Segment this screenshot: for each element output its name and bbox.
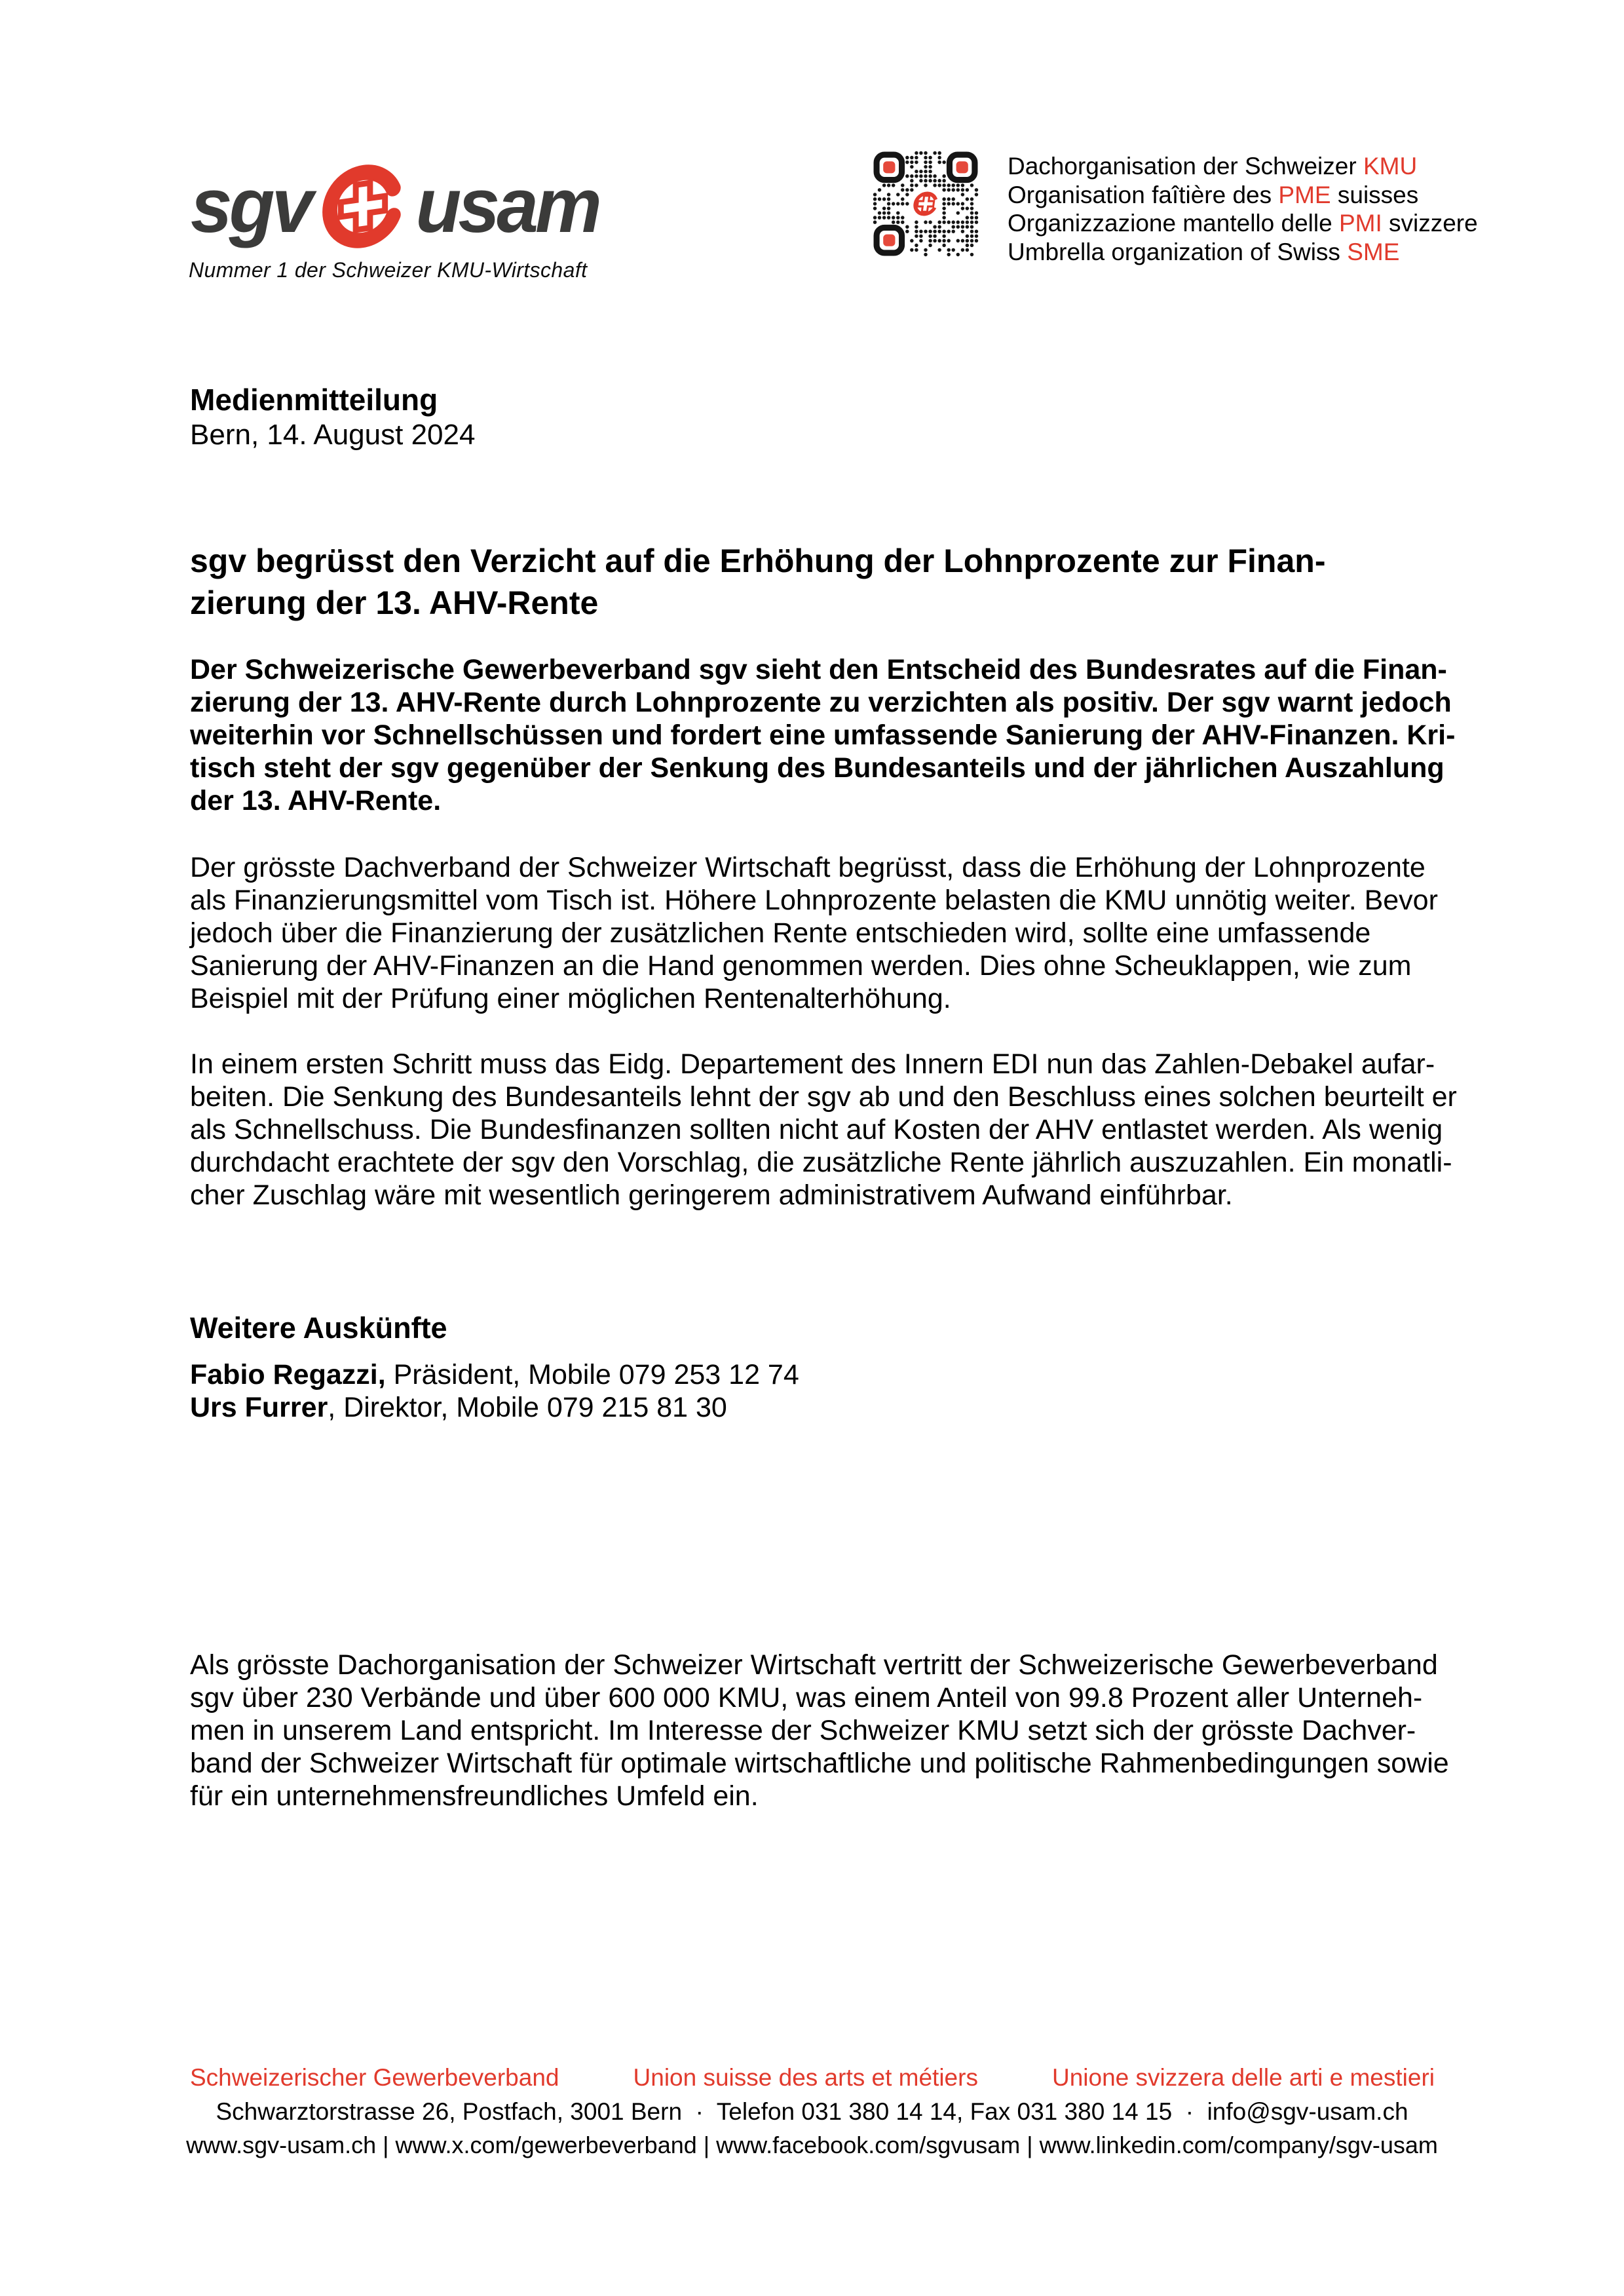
footer-org-fr: Union suisse des arts et métiers [633, 2064, 978, 2091]
text-line: für ein unternehmensfreundliches Umfeld ein. [190, 1780, 759, 1812]
logo-text-sgv: sgv [190, 163, 311, 249]
org-line-accent: SME [1347, 238, 1400, 265]
contact-name: Urs Furrer [190, 1392, 328, 1423]
text-line: der 13. AHV-Rente. [190, 785, 442, 816]
contact-line [190, 1391, 799, 1424]
org-line-accent: PMI [1338, 210, 1382, 237]
title-line: sgv begrüsst den Verzicht auf die Erhöhung der Lohnprozente zur Finan- [190, 543, 1326, 579]
org-line-text: Umbrella organization of Swiss [1008, 238, 1348, 265]
header-right [873, 151, 1478, 266]
page-title [190, 540, 1325, 624]
qr-code-icon [873, 151, 979, 257]
title-line: zierung der 13. AHV-Rente [190, 584, 599, 621]
contacts-block [190, 1358, 799, 1424]
boilerplate-paragraph [190, 1649, 1449, 1812]
logo-text-usam: usam [415, 163, 599, 249]
contact-name: Fabio Regazzi, [190, 1359, 386, 1390]
org-line-text: Dachorganisation der Schweizer [1008, 153, 1363, 180]
meta-block [190, 383, 475, 452]
footer-address: Schwarztorstrasse 26, Postfach, 3001 Bern · Telefon 031 380 14 14, Fax 031 380 14 15 · info@sgv-usam.ch [216, 2098, 1408, 2125]
logo-row [189, 156, 602, 256]
org-line-text: svizzere [1382, 210, 1478, 237]
text-line: als Schnellschuss. Die Bundesfinanzen sollten nicht auf Kosten der AHV entlastet werden. Als wenig [190, 1114, 1443, 1145]
org-descriptions [1008, 151, 1478, 266]
footer-org-it: Unione svizzera delle arti e mestieri [1051, 2064, 1435, 2091]
footer-org-de: Schweizerischer Gewerbeverband [190, 2064, 559, 2091]
text-line: jedoch über die Finanzierung der zusätzlichen Rente entschieden wird, sollte eine umfassende [190, 917, 1371, 949]
contact-details: , Direktor, Mobile 079 215 81 30 [328, 1392, 727, 1423]
text-line: Als grösste Dachorganisation der Schweizer Wirtschaft vertritt der Schweizerische Gewerbeverband [190, 1649, 1438, 1681]
org-line-fr [1008, 181, 1478, 210]
text-line: Sanierung der AHV-Finanzen an die Hand genommen werden. Dies ohne Scheuklappen, wie zum [190, 950, 1412, 982]
logo [189, 156, 602, 282]
org-line-accent: KMU [1363, 153, 1418, 180]
org-line-text: Organizzazione mantello delle [1008, 210, 1339, 237]
org-line-accent: PME [1278, 181, 1331, 208]
text-line: sgv über 230 Verbände und über 600 000 KMU, was einem Anteil von 99.8 Prozent aller Unterneh- [190, 1682, 1423, 1713]
text-line: zierung der 13. AHV-Rente durch Lohnprozente zu verzichten als positiv. Der sgv warnt jedoch [190, 687, 1452, 718]
swiss-cross-at-icon [313, 157, 411, 255]
org-line-it [1008, 209, 1478, 238]
org-line-text: Organisation faîtière des [1008, 181, 1279, 208]
doc-type-label: Medienmitteilung [190, 383, 438, 417]
body-paragraph-2 [190, 1048, 1457, 1212]
text-line: als Finanzierungsmittel vom Tisch ist. Höhere Lohnprozente belasten die KMU unnötig weiter. Bevor [190, 885, 1438, 916]
org-line-en [1008, 238, 1478, 267]
footer-links: www.sgv-usam.ch | www.x.com/gewerbeverband | www.facebook.com/sgvusam | www.linkedin.com/company/sgv-usam [186, 2132, 1438, 2158]
text-line: weiterhin vor Schnellschüssen und fordert eine umfassende Sanierung der AHV-Finanzen. Kri- [190, 719, 1456, 751]
org-line-de [1008, 152, 1478, 181]
text-line: Beispiel mit der Prüfung einer möglichen Rentenalterhöhung. [190, 983, 951, 1014]
dateline: Bern, 14. August 2024 [190, 419, 476, 451]
text-line: tisch steht der sgv gegenüber der Senkung des Bundesanteils und der jährlichen Auszahlung [190, 752, 1445, 784]
text-line: Der grösste Dachverband der Schweizer Wirtschaft begrüsst, dass die Erhöhung der Lohnprozente [190, 852, 1426, 883]
text-line: band der Schweizer Wirtschaft für optimale wirtschaftliche und politische Rahmenbedingungen sowie [190, 1748, 1449, 1779]
footer-org-names [190, 2064, 1435, 2092]
text-line: In einem ersten Schritt muss das Eidg. Departement des Innern EDI nun das Zahlen-Debakel aufar- [190, 1048, 1435, 1080]
lead-paragraph [190, 653, 1455, 817]
text-line: cher Zuschlag wäre mit wesentlich geringerem administrativem Aufwand einführbar. [190, 1179, 1233, 1211]
contact-details: Präsident, Mobile 079 253 12 74 [385, 1359, 799, 1390]
contact-line [190, 1358, 799, 1391]
org-line-text: suisses [1331, 181, 1419, 208]
contacts-heading: Weitere Auskünfte [190, 1311, 447, 1345]
logo-tagline: Nummer 1 der Schweizer KMU-Wirtschaft [189, 258, 588, 282]
body-paragraph-1 [190, 851, 1438, 1015]
text-line: men in unserem Land entspricht. Im Interesse der Schweizer KMU setzt sich der grösste Dachver- [190, 1715, 1416, 1746]
text-line: beiten. Die Senkung des Bundesanteils lehnt der sgv ab und den Beschluss eines solchen beurteilt er [190, 1081, 1457, 1113]
text-line: durchdacht erachtete der sgv den Vorschlag, die zusätzliche Rente jährlich auszuzahlen. Ein monatli- [190, 1147, 1452, 1178]
text-line: Der Schweizerische Gewerbeverband sgv sieht den Entscheid des Bundesrates auf die Finan- [190, 654, 1447, 685]
